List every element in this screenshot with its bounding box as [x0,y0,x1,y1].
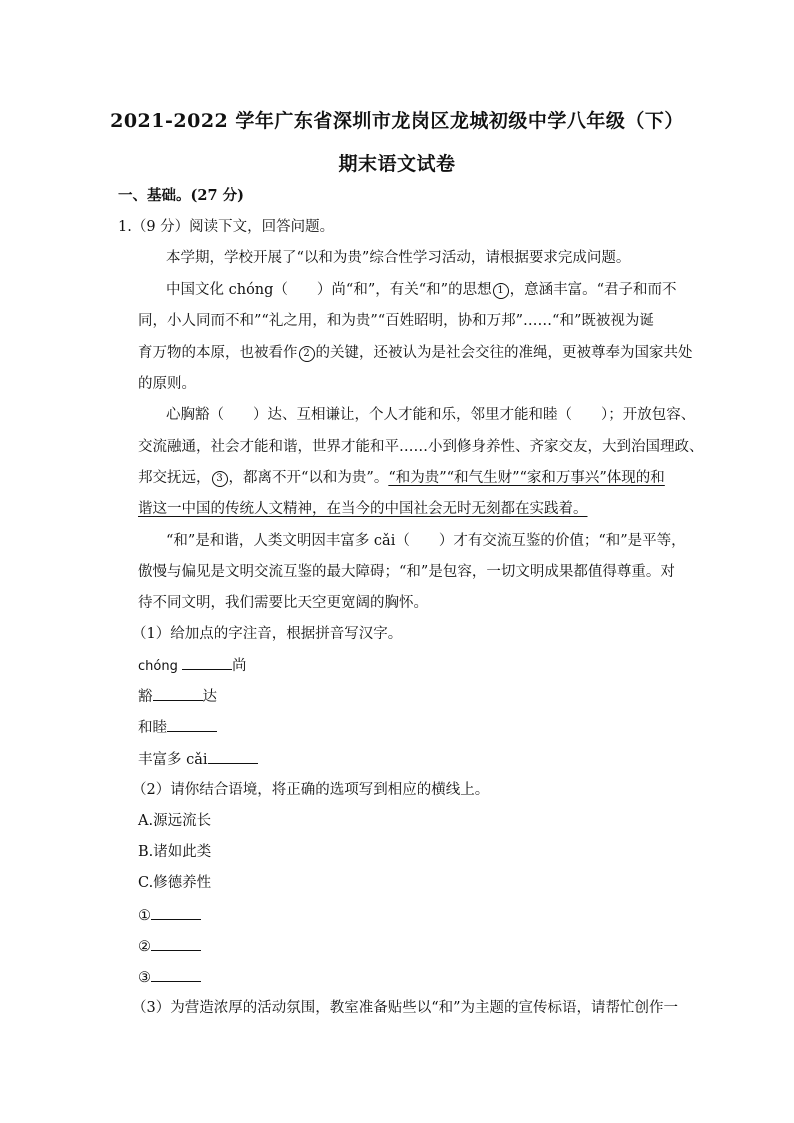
text-span: 邦交抚远， [138,470,211,486]
paragraph-1: 本学期，学校开展了“以和为贵”综合性学习活动，请根据要求完成问题。 [166,250,631,266]
answer-blank[interactable] [151,967,201,982]
subquestion-3: （3）为营造浓厚的活动氛围，教室准备贴些以“和”为主题的宣传标语，请帮忙创作一 [132,1000,679,1016]
paragraph-4-line-3: 待不同文明，我们需要比天空更宽阔的胸怀。 [138,595,428,611]
paragraph-3-line-1: 心胸豁（ ）达、互相谦让，个人才能和乐，邻里才能和睦（ ）；开放包容、 [166,407,696,423]
answer-row-2 [138,936,201,957]
answer-row-3 [138,967,201,988]
fill-label: 达 [202,689,217,705]
fill-label: 和睦 [138,720,167,736]
option-c: C.修德养性 [138,875,212,891]
answer-blank[interactable] [167,717,217,732]
paragraph-2-line-4: 的原则。 [138,376,196,392]
text-span: 中国文化 chóng（ ）尚“和”，有关“和”的思想 [166,282,492,298]
text-span: ，都离不开“以和为贵”。 [228,470,389,486]
fill-row-3 [138,717,217,738]
exam-title-line2: 期末语文试卷 [338,153,456,175]
exam-title-line1: 2021-2022 学年广东省深圳市龙岗区龙城初级中学八年级（下） [110,110,684,132]
paragraph-3-line-2: 交流融通，社会才能和谐，世界才能和平……小到修身养性、齐家交友，大到治国理政、 [138,439,704,455]
text-span: 的关键，还被认为是社会交往的准绳，更被尊奉为国家共处 [315,345,693,361]
answer-number: ② [138,939,151,955]
paragraph-4-line-1: “和”是和谐，人类文明因丰富多 cǎi（ ）才有交流互鉴的价值；“和”是平等， [166,533,686,549]
paragraph-2-line-1 [166,280,677,300]
fill-row-2 [138,686,217,707]
section-heading: 一、基础。(27 分) [118,187,244,204]
fill-label: chóng [138,659,182,674]
answer-number: ③ [138,970,151,986]
fill-label: 豁 [138,689,153,705]
question-intro: 1.（9 分）阅读下文，回答问题。 [118,219,335,235]
paragraph-2-line-2: 同，小人同而不和”“礼之用，和为贵”“百姓昭明，协和万邦”……“和”既被视为诞 [138,313,654,329]
fill-label: 丰富多 cǎi [138,752,208,768]
paragraph-2-line-3 [138,343,693,363]
answer-blank[interactable] [182,655,232,670]
option-a: A.源远流长 [138,813,212,829]
answer-blank[interactable] [151,905,201,920]
text-span: 育万物的本原，也被看作 [138,345,298,361]
fill-row-1 [138,655,246,677]
answer-row-1 [138,905,201,926]
answer-blank[interactable] [208,749,258,764]
underlined-sentence-cont: 谐这一中国的传统人文精神，在当今的中国社会无时无刻都在实践着。 [138,501,588,517]
circle-mark-1: 1 [493,283,509,299]
fill-row-4 [138,749,258,770]
paragraph-3-line-3 [138,468,665,488]
subquestion-2: （2）请你结合语境，将正确的选项写到相应的横线上。 [132,782,490,798]
text-span: ，意涵丰富。“君子和而不 [509,282,677,298]
circle-mark-2: 2 [299,346,315,362]
answer-number: ① [138,908,151,924]
circle-mark-3: 3 [212,471,228,487]
underlined-sentence: “和为贵”“和气生财”“家和万事兴”体现的和 [388,470,665,486]
option-b: B.诸如此类 [138,844,212,860]
answer-blank[interactable] [153,686,203,701]
subquestion-1: （1）给加点的字注音，根据拼音写汉字。 [132,626,403,642]
fill-label: 尚 [231,658,247,674]
answer-blank[interactable] [151,936,201,951]
paragraph-4-line-2: 傲慢与偏见是文明交流互鉴的最大障碍；“和”是包容，一切文明成果都值得尊重。对 [138,564,675,580]
